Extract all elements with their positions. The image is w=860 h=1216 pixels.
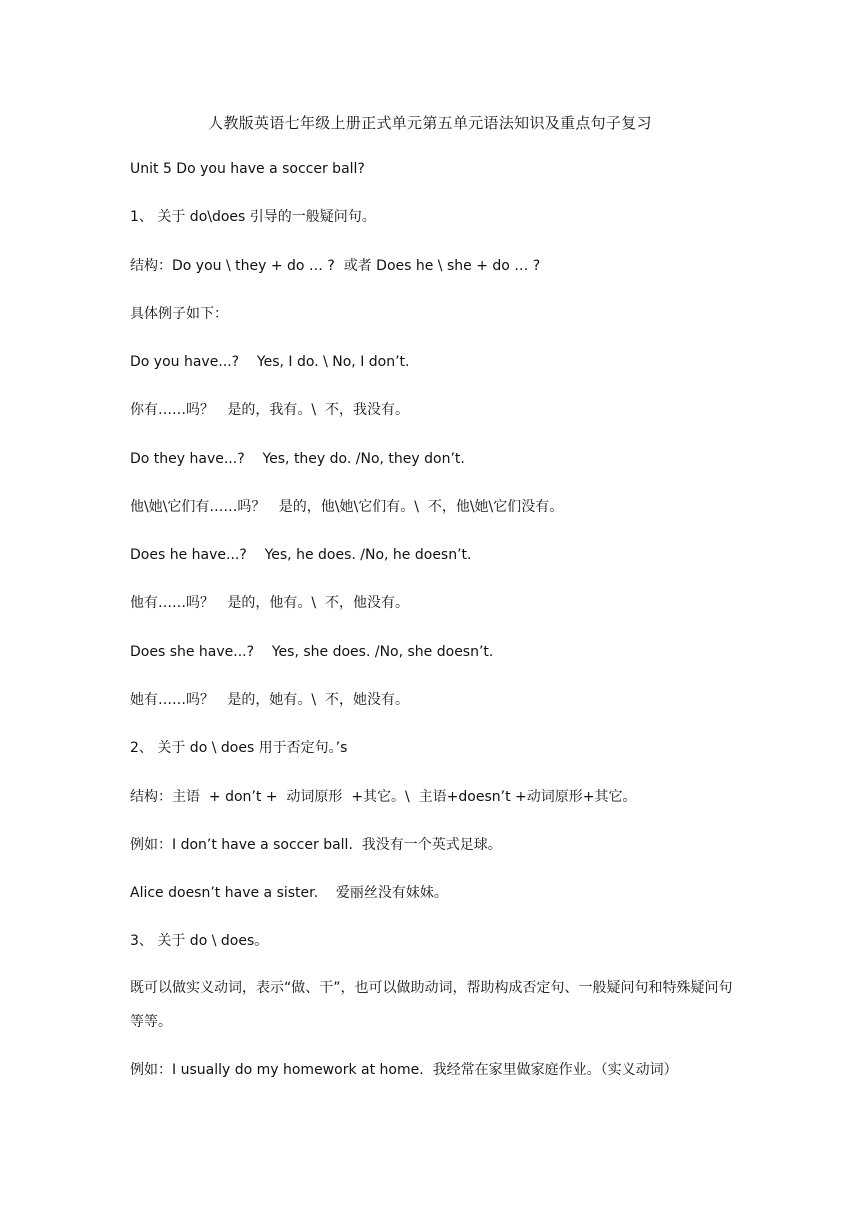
- example-translation: 她有……吗？ 是的，她有。\ 不，她没有。: [130, 692, 409, 708]
- example-translation: 他有……吗？ 是的，他有。\ 不，他没有。: [130, 595, 409, 611]
- examples-intro: 具体例子如下：: [130, 306, 228, 322]
- structure-line-2: 结构：主语 + don’t + 动词原形 +其它。\ 主语+doesn’t +动词原形+其它。: [130, 789, 637, 805]
- document-title: 人教版英语七年级上册正式单元第五单元语法知识及重点句子复习: [208, 114, 652, 132]
- example-line: Does he have...? Yes, he does. /No, he doesn’t.: [130, 547, 472, 563]
- example-line: 例如：I don’t have a soccer ball. 我没有一个英式足球。: [130, 837, 502, 853]
- example-line: Do they have...? Yes, they do. /No, they don’t.: [130, 451, 465, 467]
- example-line: Alice doesn’t have a sister. 爱丽丝没有妹妹。: [130, 885, 448, 901]
- example-line: Does she have...? Yes, she does. /No, she doesn’t.: [130, 644, 494, 660]
- example-line: 例如：I usually do my homework at home. 我经常在家里做家庭作业。（实义动词）: [130, 1062, 678, 1078]
- example-translation: 你有……吗？ 是的，我有。\ 不，我没有。: [130, 402, 409, 418]
- unit-heading: Unit 5 Do you have a soccer ball?: [130, 161, 365, 177]
- section-3-heading: 3、 关于 do \ does。: [130, 933, 269, 949]
- example-line: Do you have...? Yes, I do. \ No, I don’t.: [130, 354, 410, 370]
- structure-line-1: 结构：Do you \ they + do … ? 或者 Does he \ she + do … ?: [130, 258, 541, 274]
- section-1-heading: 1、 关于 do\does 引导的一般疑问句。: [130, 209, 376, 225]
- section-2-heading: 2、 关于 do \ does 用于否定句。’s: [130, 740, 348, 756]
- explanation-paragraph: 既可以做实义动词，表示“做、干”，也可以做助动词，帮助构成否定句、一般疑问句和特殊疑问句等等。: [130, 980, 733, 1030]
- example-translation: 他\她\它们有……吗？ 是的，他\她\它们有。\ 不，他\她\它们没有。: [130, 499, 564, 515]
